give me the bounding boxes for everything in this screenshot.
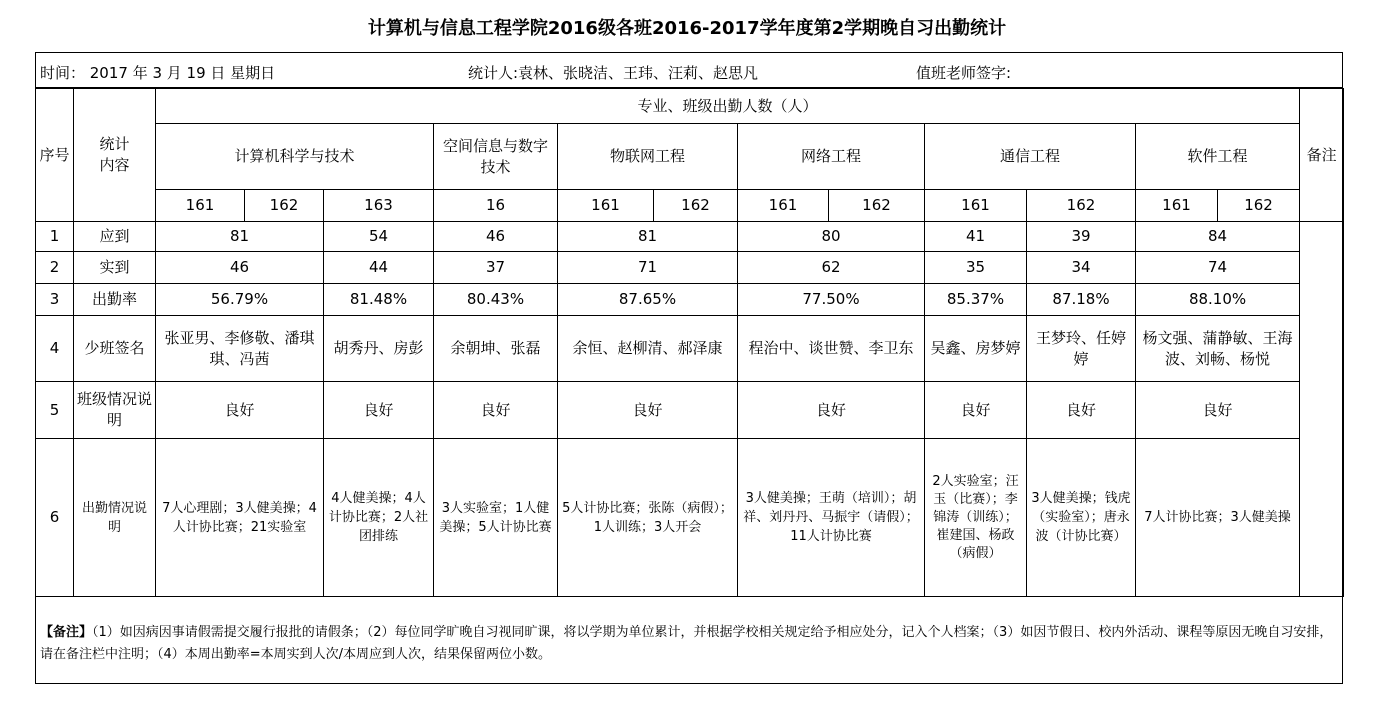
row-label: 出勤率 xyxy=(74,284,156,316)
data-cell: 良好 xyxy=(925,382,1027,439)
data-cell: 3人实验室；1人健美操；5人计协比赛 xyxy=(434,439,558,597)
row-label: 少班签名 xyxy=(74,316,156,382)
data-cell: 84 xyxy=(1136,222,1300,252)
data-cell: 良好 xyxy=(156,382,324,439)
row-label: 应到 xyxy=(74,222,156,252)
row-number: 1 xyxy=(36,222,74,252)
row-label: 实到 xyxy=(74,252,156,284)
class-header: 161 xyxy=(738,190,829,222)
data-cell: 良好 xyxy=(324,382,434,439)
teacher-sign-text: 值班老师签字: xyxy=(916,64,1012,82)
table-row xyxy=(36,316,1344,382)
data-cell: 3人健美操；钱虎（实验室）；唐永波（计协比赛） xyxy=(1027,439,1136,597)
row-number: 6 xyxy=(36,439,74,597)
data-cell: 余恒、赵柳清、郝泽康 xyxy=(558,316,738,382)
stats-people-text: 统计人:袁林、张晓洁、王玮、汪莉、赵思凡 xyxy=(468,64,759,82)
row-number: 3 xyxy=(36,284,74,316)
data-cell: 良好 xyxy=(738,382,925,439)
info-bar xyxy=(35,52,1343,88)
class-header: 161 xyxy=(558,190,654,222)
row-label: 出勤情况说明 xyxy=(74,439,156,597)
data-cell: 56.79% xyxy=(156,284,324,316)
footnote-text: （1）如因病因事请假需提交履行报批的请假条；（2）每位同学旷晚自习视同旷课，将以学期为单位累计，并根据学校相关规定给予相应处分，记入个人档案；（3）如因节假日、校内外活动、课程等原因无晚自习安排，请在备注栏中注明；（4）本周出勤率=本周实到人次/本周应到人次，结果保留两位小数。 xyxy=(40,625,1333,662)
data-cell: 71 xyxy=(558,252,738,284)
row-label: 班级情况说明 xyxy=(74,382,156,439)
data-cell: 杨文强、蒲静敏、王海波、刘畅、杨悦 xyxy=(1136,316,1300,382)
data-cell: 77.50% xyxy=(738,284,925,316)
class-header: 161 xyxy=(1136,190,1218,222)
table-row xyxy=(36,252,1344,284)
data-cell: 81 xyxy=(156,222,324,252)
data-cell: 胡秀丹、房彭 xyxy=(324,316,434,382)
data-cell: 余朝坤、张磊 xyxy=(434,316,558,382)
class-header: 162 xyxy=(654,190,738,222)
class-header: 16 xyxy=(434,190,558,222)
remark-cell xyxy=(1300,222,1344,597)
major-header: 空间信息与数字技术 xyxy=(434,124,558,190)
time-text: 时间： 2017 年 3 月 19 日 星期日 xyxy=(40,64,276,82)
data-cell: 87.65% xyxy=(558,284,738,316)
data-cell: 4人健美操；4人计协比赛；2人社团排练 xyxy=(324,439,434,597)
data-cell: 80 xyxy=(738,222,925,252)
data-cell: 41 xyxy=(925,222,1027,252)
data-cell: 46 xyxy=(434,222,558,252)
row-number: 2 xyxy=(36,252,74,284)
data-cell: 2人实验室；汪玉（比赛）；李锦涛（训练）；崔建国、杨政（病假） xyxy=(925,439,1027,597)
footnote-label: 【备注】 xyxy=(40,625,93,640)
data-cell: 87.18% xyxy=(1027,284,1136,316)
major-header: 物联网工程 xyxy=(558,124,738,190)
class-header: 163 xyxy=(324,190,434,222)
data-cell: 王梦玲、任婷婷 xyxy=(1027,316,1136,382)
data-cell: 81 xyxy=(558,222,738,252)
data-cell: 44 xyxy=(324,252,434,284)
table-row xyxy=(36,284,1344,316)
data-cell: 81.48% xyxy=(324,284,434,316)
class-header: 161 xyxy=(156,190,245,222)
row-number: 5 xyxy=(36,382,74,439)
data-cell: 74 xyxy=(1136,252,1300,284)
data-cell: 3人健美操；王萌（培训）；胡祥、刘丹丹、马振宇（请假）；11人计协比赛 xyxy=(738,439,925,597)
class-header: 162 xyxy=(829,190,925,222)
major-header: 软件工程 xyxy=(1136,124,1300,190)
data-cell: 37 xyxy=(434,252,558,284)
row-number: 4 xyxy=(36,316,74,382)
header-content: 统计 内容 xyxy=(74,89,156,222)
data-cell: 35 xyxy=(925,252,1027,284)
data-cell: 39 xyxy=(1027,222,1136,252)
header-remark: 备注 xyxy=(1300,89,1344,222)
data-cell: 吴鑫、房梦婷 xyxy=(925,316,1027,382)
data-cell: 62 xyxy=(738,252,925,284)
data-cell: 54 xyxy=(324,222,434,252)
data-cell: 85.37% xyxy=(925,284,1027,316)
data-cell: 7人计协比赛；3人健美操 xyxy=(1136,439,1300,597)
data-cell: 良好 xyxy=(1136,382,1300,439)
page-title: 计算机与信息工程学院2016级各班2016-2017学年度第2学期晚自习出勤统计 xyxy=(367,18,1007,39)
data-cell: 程治中、谈世赞、李卫东 xyxy=(738,316,925,382)
data-cell: 良好 xyxy=(558,382,738,439)
footnote xyxy=(40,622,1335,666)
header-span: 专业、班级出勤人数（人） xyxy=(156,89,1300,124)
class-header: 162 xyxy=(1027,190,1136,222)
class-header: 161 xyxy=(925,190,1027,222)
data-cell: 80.43% xyxy=(434,284,558,316)
major-header: 网络工程 xyxy=(738,124,925,190)
class-header: 162 xyxy=(1218,190,1300,222)
table-row xyxy=(36,222,1344,252)
data-cell: 张亚男、李修敬、潘琪琪、冯茜 xyxy=(156,316,324,382)
class-header: 162 xyxy=(245,190,324,222)
table-row xyxy=(36,382,1344,439)
data-cell: 46 xyxy=(156,252,324,284)
data-cell: 良好 xyxy=(1027,382,1136,439)
data-cell: 88.10% xyxy=(1136,284,1300,316)
major-header: 通信工程 xyxy=(925,124,1136,190)
data-cell: 良好 xyxy=(434,382,558,439)
header-seq: 序号 xyxy=(36,89,74,222)
data-cell: 5人计协比赛；张陈（病假）；1人训练；3人开会 xyxy=(558,439,738,597)
data-cell: 34 xyxy=(1027,252,1136,284)
table-row xyxy=(36,439,1344,597)
attendance-table xyxy=(35,88,1344,597)
data-cell: 7人心理剧；3人健美操；4人计协比赛；21实验室 xyxy=(156,439,324,597)
major-header: 计算机科学与技术 xyxy=(156,124,434,190)
